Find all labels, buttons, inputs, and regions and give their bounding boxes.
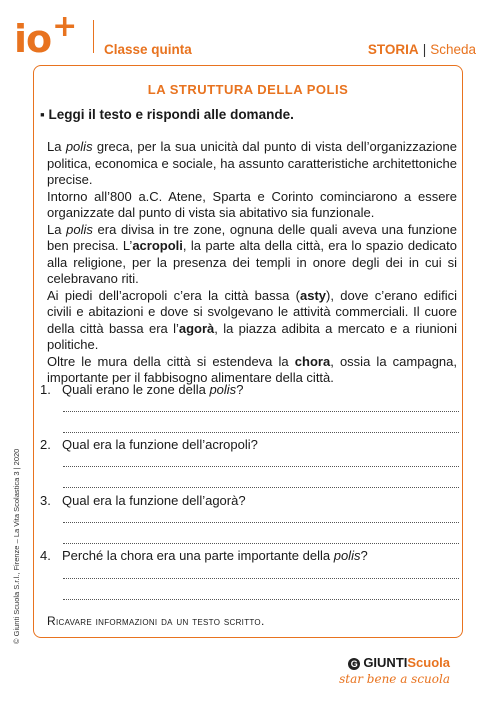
instruction: ▪ Leggi il testo e rispondi alle domande.	[40, 107, 294, 122]
answer-line-2b[interactable]	[63, 487, 459, 489]
paragraph-4: Ai piedi dell’acropoli c’era la città bassa (asty), dove c’erano edifici civili e abitazioni e dove si svolgevano le attività commerciali. Il cuore della città bassa era l’agorà, la piazza adibita a mercato e a riunioni politiche.	[47, 287, 458, 352]
answer-line-1b[interactable]	[63, 432, 459, 434]
copyright-notice: © Giunti Scuola S.r.l., Firenze – La Vita Scolastica 3 | 2020	[12, 448, 21, 644]
answer-line-1a[interactable]	[63, 411, 459, 413]
question-2: 2. Qual era la funzione dell’acropoli?	[40, 437, 258, 452]
answer-line-4a[interactable]	[63, 578, 459, 580]
question-4: 4. Perché la chora era una parte importante della polis?	[40, 548, 368, 563]
question-3: 3. Qual era la funzione dell’agorà?	[40, 493, 246, 508]
answer-line-2a[interactable]	[63, 466, 459, 468]
answer-line-3a[interactable]	[63, 522, 459, 524]
brand-tagline: star bene a scuola	[339, 672, 450, 686]
class-label: Classe quinta	[104, 42, 192, 57]
worksheet-title: LA STRUTTURA DELLA POLIS	[147, 82, 349, 97]
answer-line-3b[interactable]	[63, 543, 459, 545]
skill-footnote: Ricavare informazioni da un testo scritto.	[47, 614, 265, 628]
answer-line-4b[interactable]	[63, 599, 459, 601]
io-plus-logo: io+	[14, 9, 77, 61]
paragraph-2: Intorno all’800 a.C. Atene, Sparta e Corinto cominciarono a essere organizzate dal punto di vista sia abitativo sia funzionale.	[47, 188, 457, 220]
paragraph-3: La polis era divisa in tre zone, ognuna delle quali aveva una funzione ben precisa. L’acropoli, la parte alta della città, era lo spazio dedicato alla religione, per la presenza dei templi in onore degli dei in cui si celebravano riti.	[47, 221, 457, 286]
giunti-scuola-logo: G GIUNTIScuola	[348, 655, 450, 670]
giunti-g-icon: G	[348, 658, 360, 670]
paragraph-5: Oltre le mura della città si estendeva la chora, ossia la campagna, importante per il fabbisogno alimentare della città.	[47, 353, 458, 385]
reading-text	[47, 139, 457, 387]
question-1: 1. Quali erano le zone della polis?	[40, 382, 244, 397]
paragraph-1: La polis greca, per la sua unicità dal punto di vista dell’organizzazione politica, economica e sociale, ha assunto caratteristiche architettoniche precise.	[47, 139, 457, 187]
header-divider	[93, 20, 94, 53]
subject-label: STORIA | Scheda	[367, 42, 476, 57]
